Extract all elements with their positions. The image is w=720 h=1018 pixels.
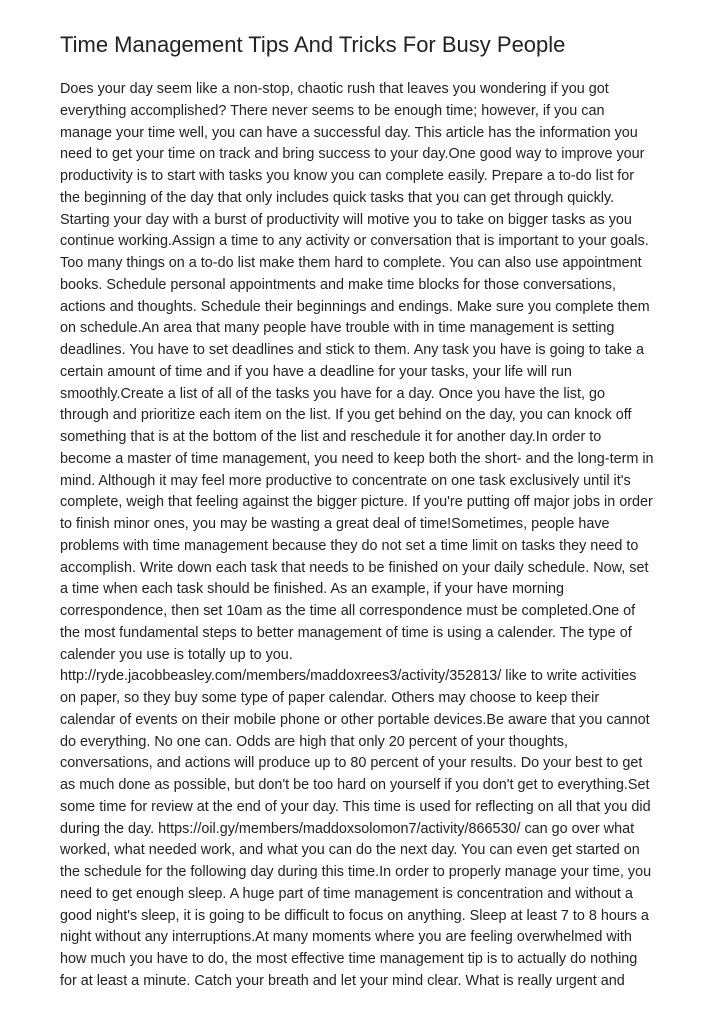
article-line: the schedule for the following day during this time.In order to properly manage your time, you bbox=[60, 864, 652, 880]
article-line: through and prioritize each item on the list. If you get behind on the day, you can knock off bbox=[60, 407, 632, 424]
article-line: for at least a minute. Catch your breath and let your mind clear. What is really urgent and bbox=[60, 972, 625, 989]
article-line: Does your day seem like a non-stop, chaotic rush that leaves you wondering if you got bbox=[60, 81, 609, 97]
article-line: correspondence, then set 10am as the time all correspondence must be completed.One of bbox=[60, 603, 636, 619]
article-line: the beginning of the day that only includes quick tasks that you can get through quickly. bbox=[60, 189, 615, 206]
article-line: continue working.Assign a time to any activity or conversation that is important to your goals. bbox=[60, 233, 649, 250]
article-line: actions and thoughts. Schedule their beginnings and endings. Make sure you complete them bbox=[60, 298, 650, 315]
article-line: conversations, and actions will produce up to 80 percent of your results. Do your best to get bbox=[60, 755, 643, 772]
article-line: a time when each task should be finished. As an example, if your have morning bbox=[60, 581, 564, 598]
document-title: Time Management Tips And Tricks For Busy People bbox=[60, 32, 566, 57]
article-line: something that is at the bottom of the list and reschedule it for another day.In order to bbox=[60, 429, 602, 445]
article-line: Too many things on a to-do list make them hard to complete. You can also use appointment bbox=[60, 255, 642, 271]
article-body bbox=[60, 79, 665, 993]
article-line: Starting your day with a burst of productivity will motive you to take on bigger tasks as you bbox=[60, 211, 632, 228]
article-line: calendar of events on their mobile phone or other portable devices.Be aware that you cannot bbox=[60, 711, 650, 728]
article-line: during the day. https://oil.gy/members/maddoxsolomon7/activity/866530/ can go over what bbox=[60, 820, 635, 837]
article-line: manage your time well, you can have a successful day. This article has the information you bbox=[60, 124, 638, 141]
article-line: everything accomplished? There never seems to be enough time; however, if you can bbox=[60, 102, 605, 119]
article-line: do everything. No one can. Odds are high that only 20 percent of your thoughts, bbox=[60, 733, 568, 750]
article-line: http://ryde.jacobbeasley.com/members/maddoxrees3/activity/352813/ like to write activities bbox=[60, 668, 637, 685]
article-line: certain amount of time and if you have a deadline for your tasks, your life will run bbox=[60, 363, 572, 380]
article-line: productivity is to start with tasks you know you can complete easily. Prepare a to-do list for bbox=[60, 168, 635, 184]
article-line: become a master of time management, you need to keep both the short- and the long-term in bbox=[60, 450, 654, 467]
article-line: on schedule.An area that many people have trouble with in time management is setting bbox=[60, 320, 615, 337]
article-line: some time for review at the end of your day. This time is used for reflecting on all that you did bbox=[60, 798, 651, 815]
article-line: need to get your time on track and bring success to your day.One good way to improve your bbox=[60, 146, 645, 163]
article-line: on paper, so they buy some type of paper calendar. Others may choose to keep their bbox=[60, 690, 600, 706]
article-line: books. Schedule personal appointments and make time blocks for those conversations, bbox=[60, 276, 616, 293]
article-line: accomplish. Write down each task that needs to be finished on your daily schedule. Now, set bbox=[60, 559, 649, 576]
article-line: how much you have to do, the most effective time management tip is to actually do nothing bbox=[60, 951, 638, 967]
article-line: to finish minor ones, you may be wasting a great deal of time!Sometimes, people have bbox=[60, 516, 610, 532]
article-line: deadlines. You have to set deadlines and stick to them. Any task you have is going to take a bbox=[60, 342, 645, 358]
article-line: problems with time management because they do not set a time limit on tasks they need to bbox=[60, 537, 639, 554]
article-line: good night's sleep, it is going to be difficult to focus on anything. Sleep at least 7 to 8 hours a bbox=[60, 907, 649, 924]
article-line: the most fundamental steps to better management of time is using a calender. The type of bbox=[60, 624, 632, 641]
article-line: smoothly.Create a list of all of the tasks you have for a day. Once you have the list, go bbox=[60, 385, 605, 402]
article-line: night without any interruptions.At many moments where you are feeling overwhelmed with bbox=[60, 929, 632, 946]
article-line: worked, what needed work, and what you can do the next day. You can even get started on bbox=[60, 842, 640, 859]
article-line: complete, weigh that feeling against the bigger picture. If you're putting off major jobs in order bbox=[60, 494, 653, 511]
article-line: calender you use is totally up to you. bbox=[60, 646, 293, 663]
article-line: as much done as possible, but don't be too hard on yourself if you don't get to everything.Set bbox=[60, 777, 650, 793]
article-line: need to get enough sleep. A huge part of time management is concentration and without a bbox=[60, 885, 633, 902]
article-line: mind. Although it may feel more productive to concentrate on one task exclusively until it's bbox=[60, 472, 631, 489]
